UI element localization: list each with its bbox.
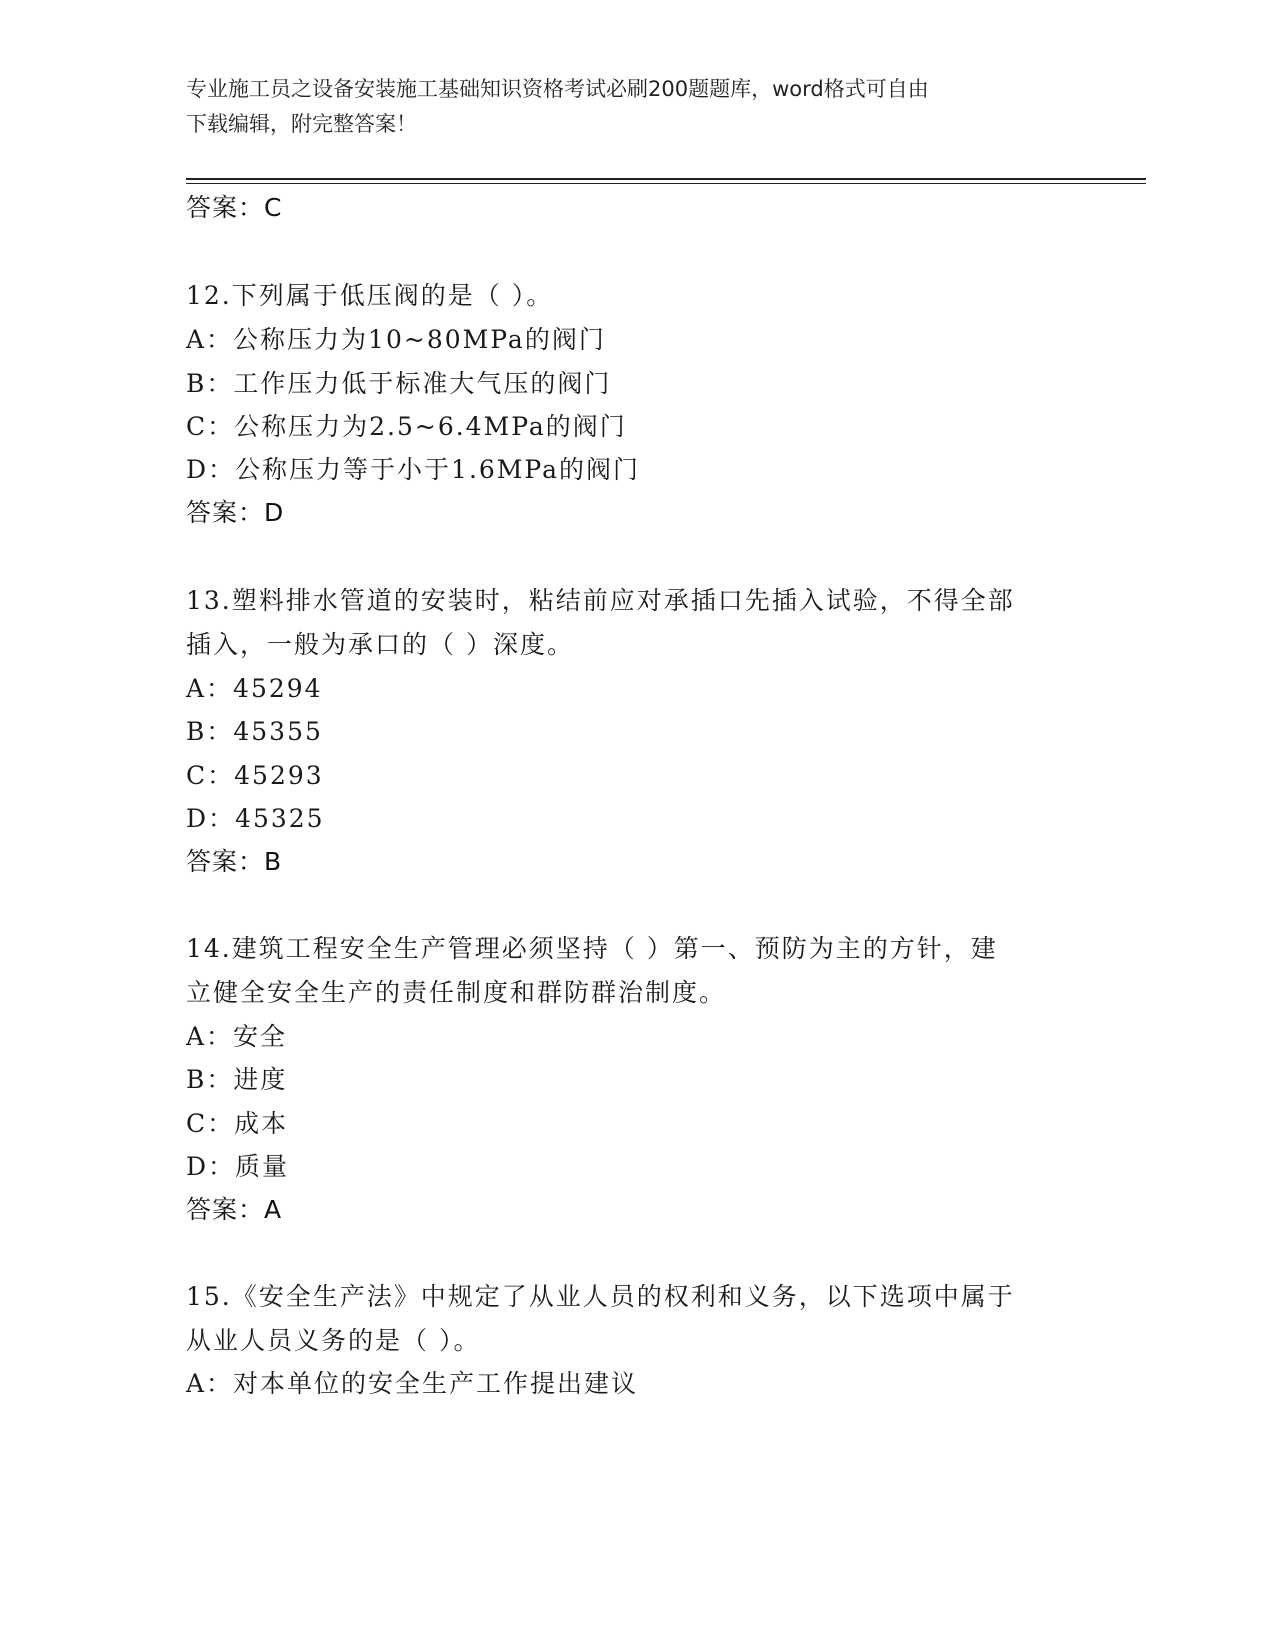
question-13-option-a: A：45294: [186, 674, 323, 703]
question-12-option-b: B：工作压力低于标准大气压的阀门: [186, 369, 612, 398]
question-12-option-d: D：公称压力等于小于1.6MPa的阀门: [186, 455, 641, 484]
question-12-answer: 答案：D: [186, 498, 285, 527]
question-13-option-b: B：45355: [186, 717, 323, 746]
question-13-answer: 答案：B: [186, 847, 283, 876]
header-divider-thin: [186, 183, 1146, 184]
page-header: [186, 72, 1066, 142]
question-14-stem-line-2: 立健全安全生产的责任制度和群防群治制度。: [186, 978, 727, 1007]
question-14-option-d: D：质量: [186, 1152, 290, 1181]
question-15-stem-line-1: 15.《安全生产法》中规定了从业人员的权利和义务，以下选项中属于: [186, 1282, 1015, 1311]
question-14-option-b: B：进度: [186, 1065, 288, 1094]
question-13-option-d: D：45325: [186, 804, 325, 833]
header-divider-thick: [186, 178, 1146, 180]
question-14-option-c: C：成本: [186, 1109, 289, 1138]
question-12-option-c: C：公称压力为2.5~6.4MPa的阀门: [186, 412, 627, 441]
question-14-answer: 答案：A: [186, 1195, 283, 1224]
question-14-stem-line-1: 14.建筑工程安全生产管理必须坚持（ ）第一、预防为主的方针，建: [186, 934, 998, 963]
question-13-stem-line-2: 插入，一般为承口的（ ）深度。: [186, 630, 574, 659]
question-13-stem-line-1: 13.塑料排水管道的安装时，粘结前应对承插口先插入试验，不得全部: [186, 586, 1015, 615]
question-14-option-a: A：安全: [186, 1022, 288, 1051]
question-12-option-a: A：公称压力为10~80MPa的阀门: [186, 325, 606, 354]
page-header-line-1: 专业施工员之设备安装施工基础知识资格考试必刷200题题库，word格式可自由: [186, 77, 929, 101]
question-13-option-c: C：45293: [186, 761, 324, 790]
page-header-line-2: 下载编辑，附完整答案！: [186, 112, 417, 136]
question-15-stem-line-2: 从业人员义务的是（ ）。: [186, 1326, 481, 1355]
question-15-option-a: A：对本单位的安全生产工作提出建议: [186, 1369, 639, 1398]
question-12-stem: 12.下列属于低压阀的是（ ）。: [186, 281, 554, 310]
previous-answer: 答案：C: [186, 193, 283, 222]
